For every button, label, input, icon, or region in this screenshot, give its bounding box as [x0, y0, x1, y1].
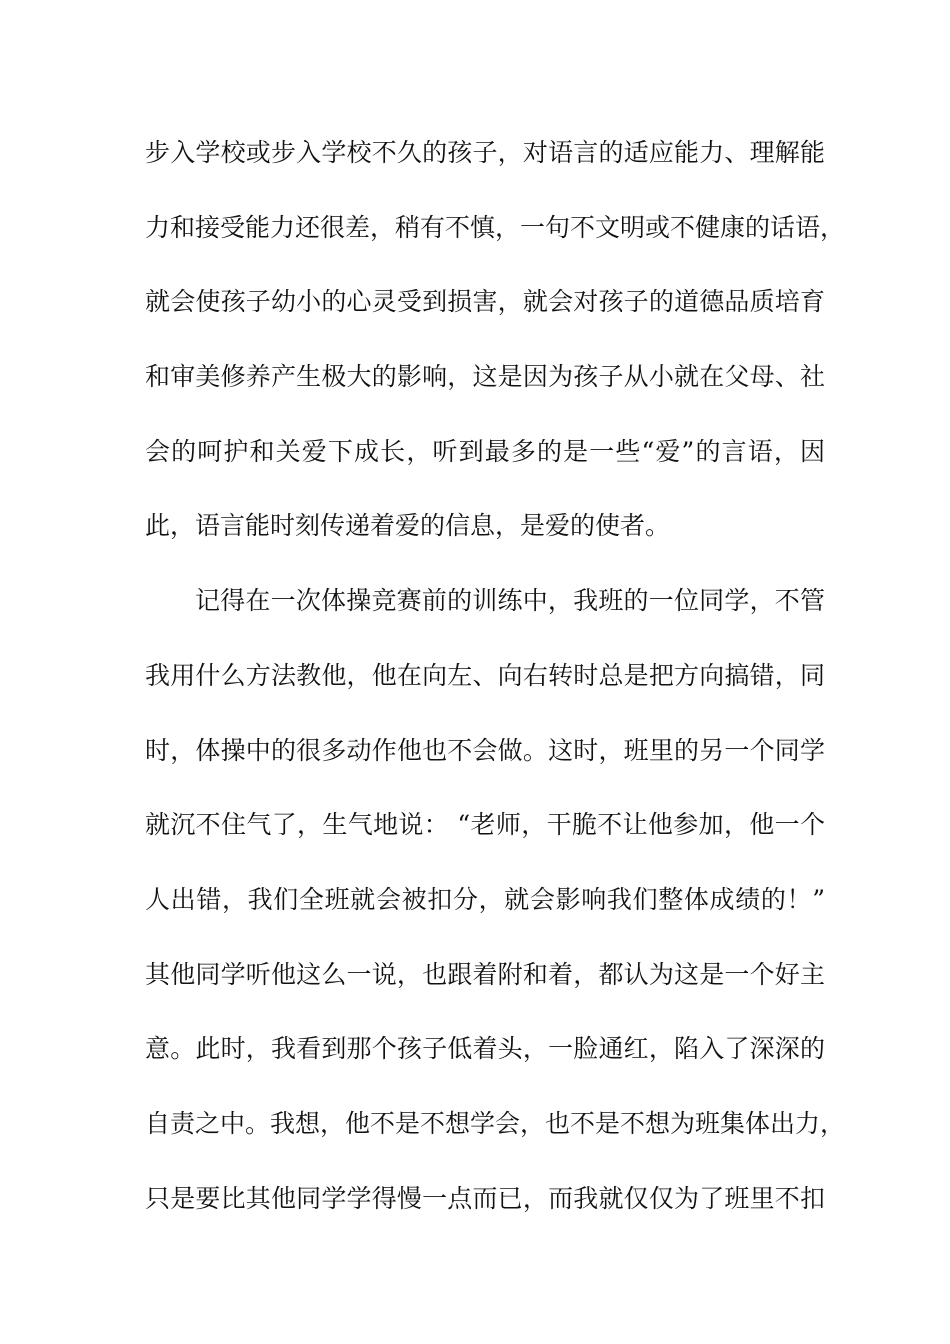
text-line-4: 和审美修养产生极大的影响，这是因为孩子从小就在父母、社 [145, 362, 825, 392]
text-line-12: 其他同学听他这么一说，也跟着附和着，都认为这是一个好主 [145, 959, 825, 989]
text-line-7: 记得在一次体操竞赛前的训练中，我班的一位同学，不管 [195, 586, 825, 616]
text-line-1: 步入学校或步入学校不久的孩子，对语言的适应能力、理解能 [145, 138, 825, 167]
text-line-6: 此，语言能时刻传递着爱的信息，是爱的使者。 [145, 511, 671, 541]
text-line-15: 只是要比其他同学学得慢一点而已，而我就仅仅为了班里不扣 [145, 1183, 825, 1213]
text-line-5: 会的呵护和关爱下成长，听到最多的是一些“爱”的言语，因 [145, 436, 825, 466]
text-line-2: 力和接受能力还很差，稍有不慎，一句不文明或不健康的话语， [145, 212, 846, 242]
text-line-13: 意。此时，我看到那个孩子低着头，一脸通红，陷入了深深的 [145, 1034, 825, 1064]
text-line-9: 时，体操中的很多动作他也不会做。这时，班里的另一个同学 [145, 735, 825, 765]
body-text [145, 131, 846, 1251]
text-line-11: 人出错，我们全班就会被扣分，就会影响我们整体成绩的！” [145, 884, 825, 914]
text-line-14: 自责之中。我想，他不是不想学会，也不是不想为班集体出力， [145, 1108, 846, 1138]
text-line-8: 我用什么方法教他，他在向左、向右转时总是把方向搞错，同 [145, 660, 825, 690]
text-line-3: 就会使孩子幼小的心灵受到损害，就会对孩子的道德品质培育 [145, 287, 825, 317]
text-line-10: 就沉不住气了，生气地说： “老师，干脆不让他参加，他一个 [145, 810, 825, 840]
